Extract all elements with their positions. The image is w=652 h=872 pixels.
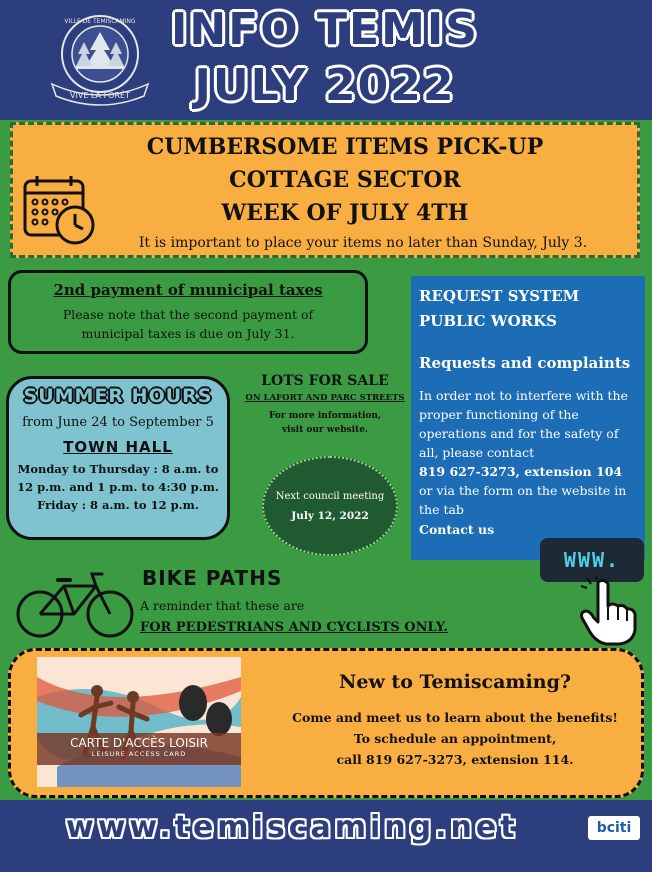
bicycle-icon [14,570,136,640]
pickup-heading [113,131,577,230]
hours-line-1: Monday to Thursday : 8 a.m. to [17,462,219,476]
request-body: In order not to interfere with the proper functioning of the operations and for the safety of all, please contact [419,388,628,460]
leisure-card-artwork [37,657,241,787]
town-seal-logo [46,10,154,108]
lots-title: LOTS FOR SALE [261,373,389,389]
request-subtitle: Requests and complaints [419,354,631,372]
request-title: REQUEST SYSTEM PUBLIC WORKS [419,287,580,330]
flyer-title [160,2,490,114]
seal-motto: VIVE LA FORÊT [70,91,130,100]
card-title: CARTE D'ACCÈS LOISIR [70,736,208,750]
newcomers-line-3: call 819 627-3273, extension 114. [336,752,574,767]
card-subtitle: LEISURE ACCESS CARD [91,750,187,758]
leisure-access-card-image [37,657,241,787]
summer-hours-box [6,376,230,540]
lots-for-sale [244,373,406,437]
pickup-line-2: COTTAGE SECTOR [229,167,461,193]
title-line-2: JULY 2022 [194,60,456,111]
newcomers-line-1: Come and meet us to learn about the benefits! [292,710,618,725]
summer-hours-title: SUMMER HOURS [23,385,213,407]
footer-website-link[interactable]: www.temiscaming.net [66,810,519,845]
title-line-1: INFO TEMIS [171,4,479,55]
seal-town-name: VILLE DE TEMISCAMING [64,18,136,25]
hours-line-2: 12 p.m. and 1 p.m. to 4:30 p.m. [17,480,219,494]
request-form-text: or via the form on the website in the tab [419,483,627,517]
newcomers-title: New to Temiscaming? [339,671,571,693]
pickup-line-3: WEEK OF JULY 4TH [221,200,469,226]
request-phone: 819 627-3273, extension 104 [419,464,623,479]
bike-paths-title: BIKE PATHS [142,566,283,590]
lots-note-line-2: visit our website. [281,425,369,435]
council-label: Next council meeting [275,491,385,502]
bciti-logo: bciti [588,816,640,840]
footer-band [0,800,652,872]
taxes-notice [8,270,368,354]
header-band [0,0,652,120]
request-system-panel [411,276,645,560]
newcomers-box [8,648,644,798]
calendar-clock-icon [21,173,99,249]
taxes-title: 2nd payment of municipal taxes [53,281,323,299]
pointing-hand-icon [578,576,640,646]
hours-line-3: Friday : 8 a.m. to 12 p.m. [37,498,199,512]
bike-paths-note: A reminder that these are [140,598,305,613]
website-button-label: WWW. [563,548,621,572]
council-meeting-oval [262,456,398,556]
town-hall-hours [9,460,227,514]
council-date: July 12, 2022 [291,510,369,522]
newcomers-body [275,707,635,770]
lots-note [244,409,406,437]
summer-hours-dates: from June 24 to September 5 [22,415,214,430]
bike-paths-rule: FOR PEDESTRIANS AND CYCLISTS ONLY. [140,620,448,635]
contact-us-link[interactable]: Contact us [419,522,495,537]
town-hall-label: TOWN HALL [63,438,173,456]
lots-note-line-1: For more information, [268,411,382,421]
pickup-line-1: CUMBERSOME ITEMS PICK-UP [146,134,544,160]
card-caption [37,733,241,765]
pickup-banner [10,122,640,258]
newcomers-line-2: To schedule an appointment, [353,731,557,746]
taxes-body: Please note that the second payment of municipal taxes is due on July 31. [62,307,314,341]
pickup-note: It is important to place your items no later than Sunday, July 3. [138,235,588,251]
lots-streets: ON LAFORT AND PARC STREETS [245,393,405,403]
